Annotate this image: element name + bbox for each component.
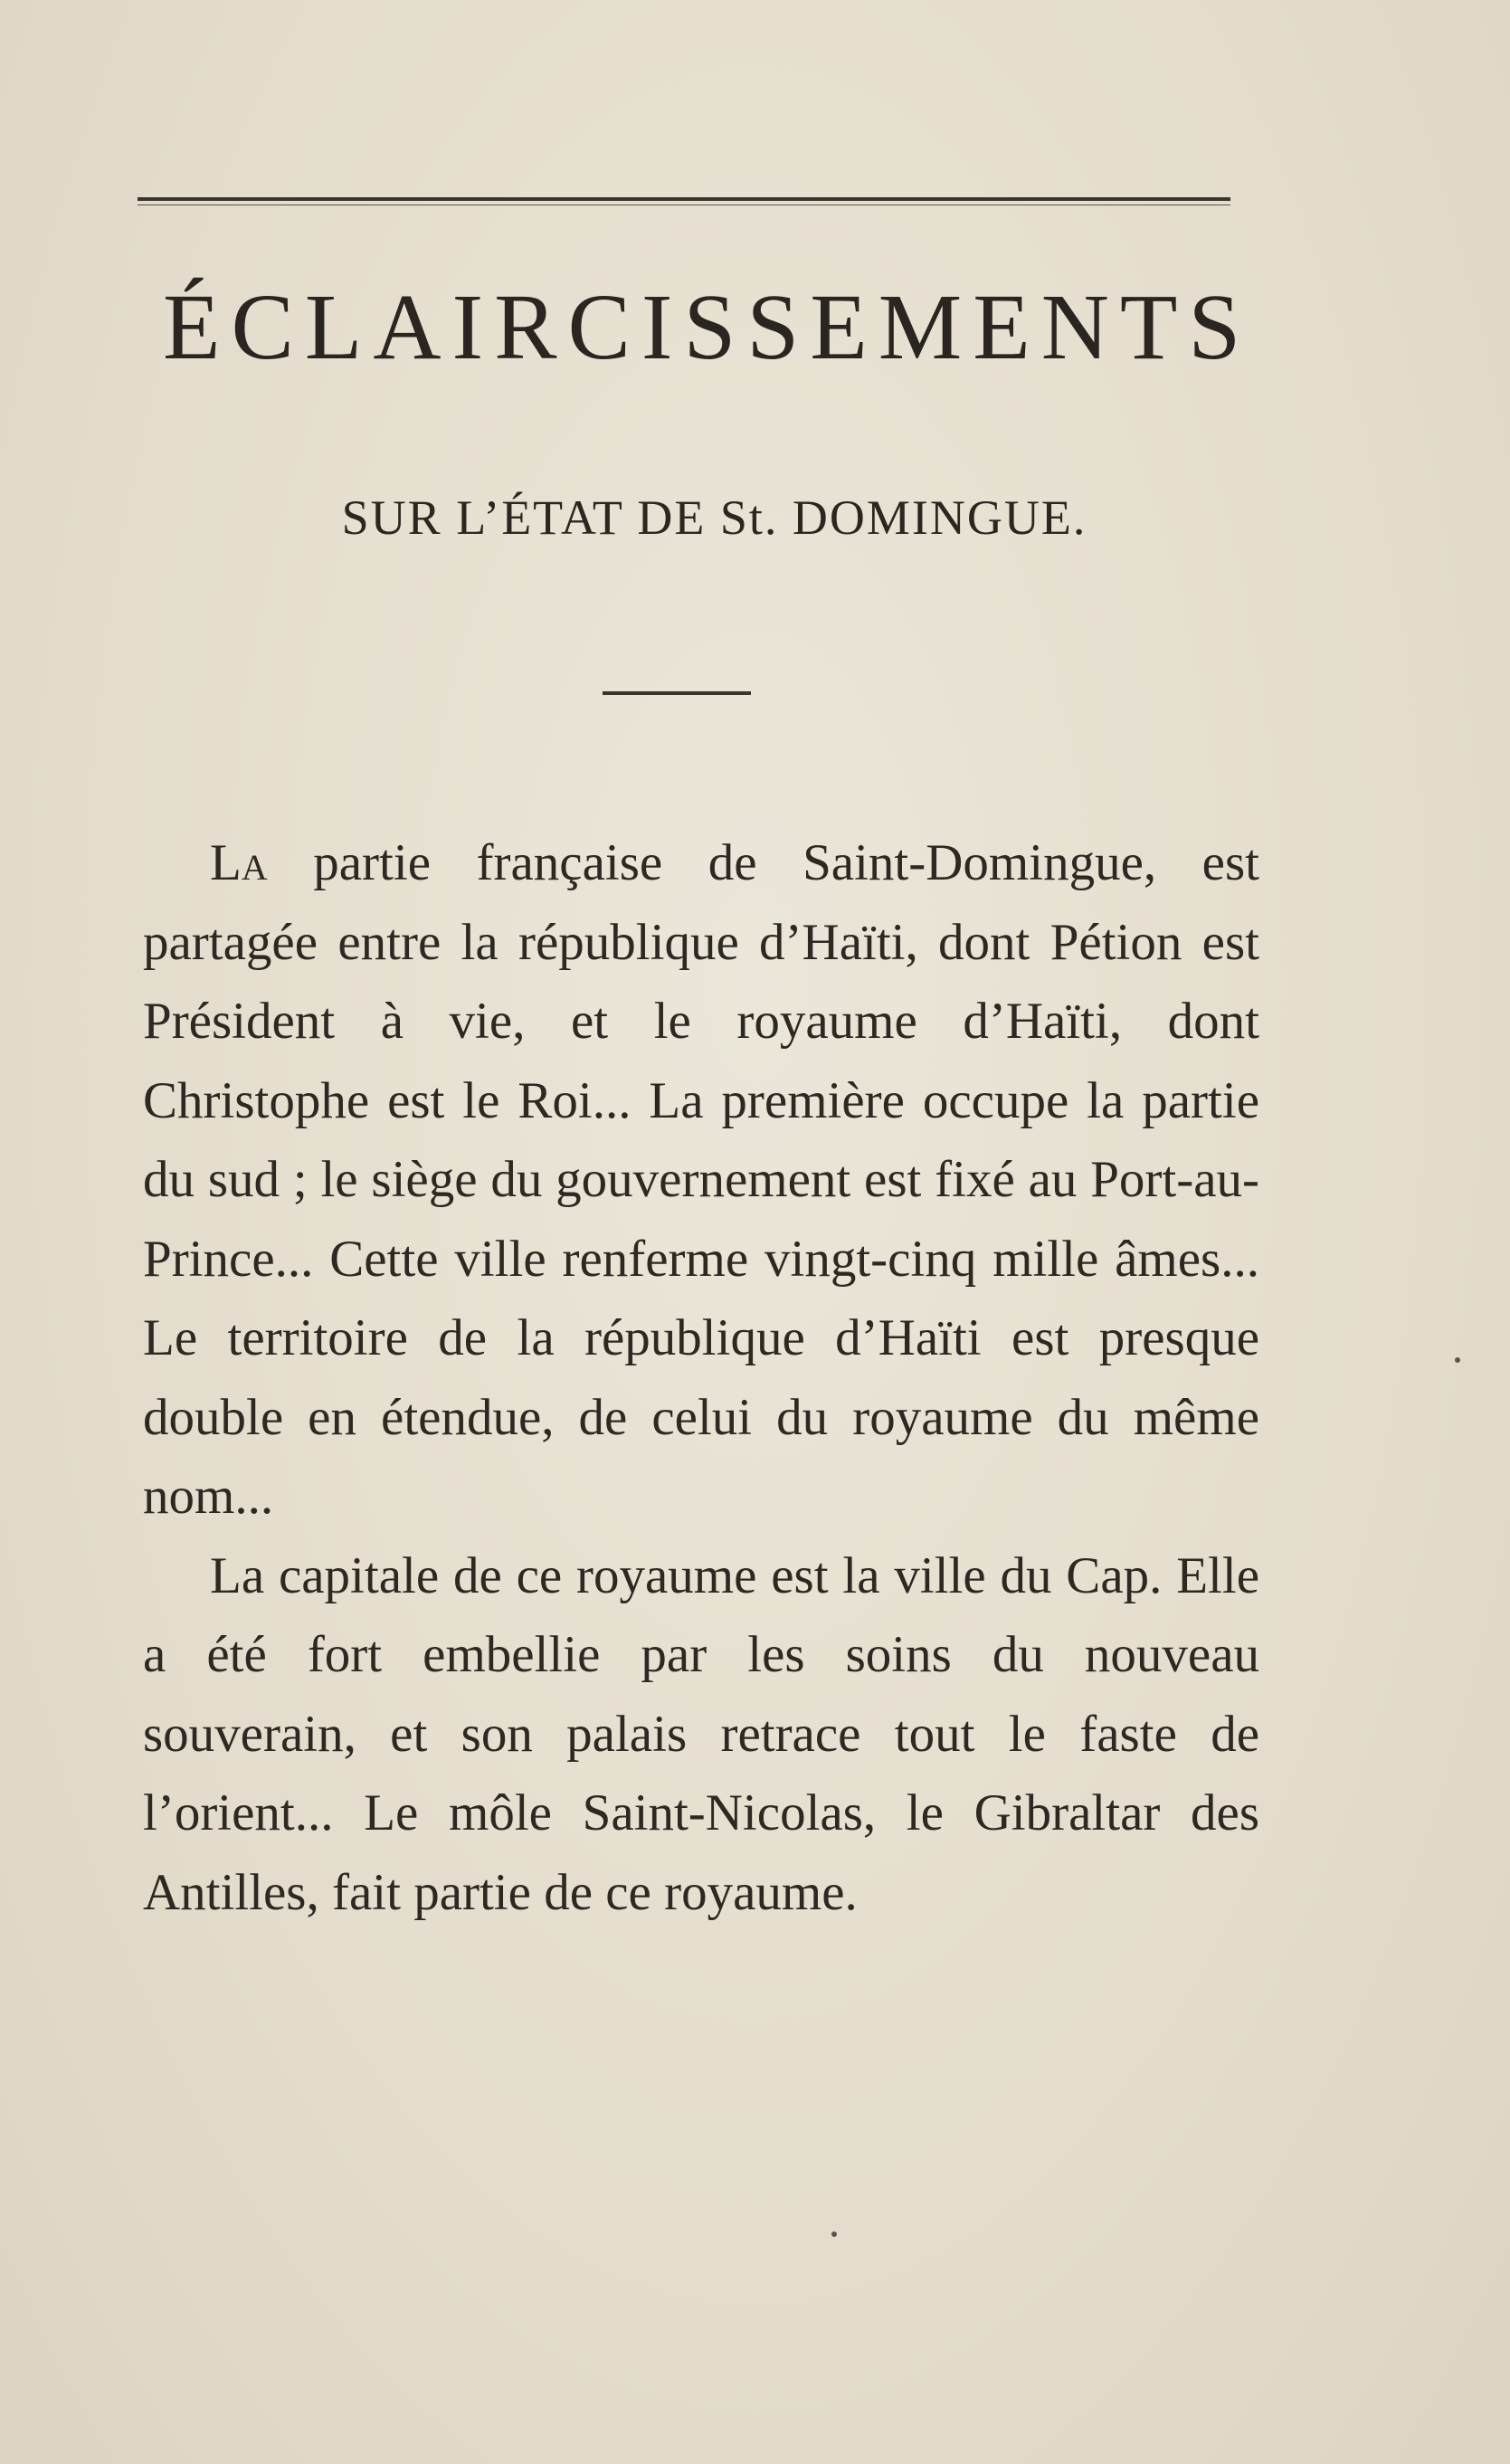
ink-speck [1455, 1357, 1460, 1363]
ink-speck [831, 2231, 837, 2237]
paragraph-2 [143, 1536, 1259, 1933]
subtitle-text: SUR L’ÉTAT DE St. DOMINGUE. [341, 490, 1087, 545]
body-text [143, 823, 1259, 1932]
paragraph-1-lead: La [210, 834, 268, 891]
section-divider [603, 691, 751, 695]
page-title: ÉCLAIRCISSEMENTS [163, 275, 1252, 379]
paragraph-1 [143, 823, 1259, 1536]
paragraph-1-text: partie française de Saint-Domingue, est partagée entre la république d’Haïti, dont Pétion est Président à vie, et le royaume d’Haïti, dont Christophe est le Roi... La première occupe la partie du sud ; le siège du gouvernement est fixé au Port-au-Prince... Cette ville renferme vingt-cinq mille âmes... Le territoire de la république d’Haïti est presque double en étendue, de celui du royaume du même nom... [143, 834, 1259, 1525]
paragraph-2-text: La capitale de ce royaume est la ville du Cap. Elle a été fort embellie par les soins du nouveau souverain, et son palais retrace tout le faste de l’orient... Le môle Saint-Nicolas, le Gibraltar des Antilles, fait partie de ce royaume. [143, 1546, 1259, 1921]
top-rule [138, 197, 1230, 201]
page-subtitle [0, 490, 1510, 545]
